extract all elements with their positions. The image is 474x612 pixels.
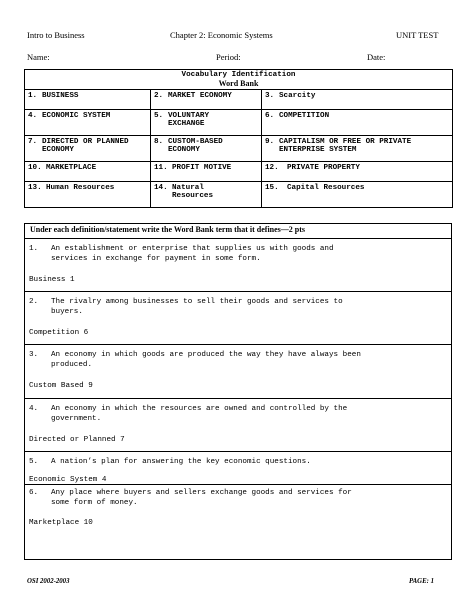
test-label: UNIT TEST xyxy=(396,30,439,40)
word-bank-cell xyxy=(262,90,453,110)
term-label: CUSTOM-BASED ECONOMY xyxy=(168,138,223,154)
term-number: 1. xyxy=(28,92,38,100)
term-number: 3. xyxy=(265,92,275,100)
divider xyxy=(24,398,452,399)
question-text: An economy in which goods are produced the way they have always been xyxy=(51,351,361,359)
term-label: MARKET ECONOMY xyxy=(168,92,232,100)
question-text-cont: some form of money. xyxy=(51,499,138,507)
footer-left: OSI 2002-2003 xyxy=(27,578,70,585)
word-bank-cell xyxy=(262,110,453,136)
word-bank-cell xyxy=(262,136,453,162)
question-number: 1. xyxy=(29,245,39,253)
question-number: 3. xyxy=(29,351,39,359)
word-bank-cell xyxy=(25,162,151,182)
term-label: Human Resources xyxy=(46,184,115,192)
question-text: An establishment or enterprise that supplies us with goods and xyxy=(51,245,334,253)
answer-5: Economic System 4 xyxy=(29,476,107,484)
word-bank-cell xyxy=(25,182,151,208)
question-text-cont: produced. xyxy=(51,361,93,369)
instructions: Under each definition/statement write the Word Bank term that it defines—2 pts xyxy=(30,225,306,234)
term-number: 8. xyxy=(154,138,164,146)
divider xyxy=(24,451,452,452)
term-number: 15. xyxy=(265,184,279,192)
term-label: COMPETITION xyxy=(279,112,330,120)
term-number: 5. xyxy=(154,112,164,120)
answer-2: Competition 6 xyxy=(29,329,89,337)
divider xyxy=(24,484,452,485)
word-bank-cell xyxy=(262,162,453,182)
term-label: Natural Resources xyxy=(172,184,214,200)
term-label: CAPITALISM OR FREE OR PRIVATE ENTERPRISE SYSTEM xyxy=(279,138,412,154)
answer-1: Business 1 xyxy=(29,276,75,284)
question-5 xyxy=(29,457,447,467)
question-text: An economy in which the resources are owned and controlled by the xyxy=(51,405,348,413)
term-number: 13. xyxy=(28,184,42,192)
word-bank-cell xyxy=(262,182,453,208)
term-label: Scarcity xyxy=(279,92,316,100)
question-text: A nation’s plan for answering the key economic questions. xyxy=(51,458,311,466)
word-bank-label: Word Bank xyxy=(218,79,259,88)
questions-box xyxy=(24,223,452,560)
question-number: 5. xyxy=(29,458,39,466)
term-label: VOLUNTARY EXCHANGE xyxy=(168,112,210,128)
word-bank-cell xyxy=(151,90,262,110)
term-label: MARKETPLACE xyxy=(46,164,97,172)
term-label: PRIVATE PROPERTY xyxy=(287,164,360,172)
answer-4: Directed or Planned 7 xyxy=(29,436,125,444)
word-bank-cell xyxy=(25,136,151,162)
question-1 xyxy=(29,244,447,264)
question-3 xyxy=(29,350,447,370)
question-number: 4. xyxy=(29,405,39,413)
term-label: ECONOMIC SYSTEM xyxy=(42,112,111,120)
term-number: 11. xyxy=(154,164,168,172)
chapter-title: Chapter 2: Economic Systems xyxy=(170,30,273,40)
term-number: 2. xyxy=(154,92,164,100)
term-number: 14. xyxy=(154,184,168,192)
term-number: 6. xyxy=(265,112,275,120)
answer-6: Marketplace 10 xyxy=(29,519,93,527)
term-label: Capital Resources xyxy=(287,184,365,192)
question-4 xyxy=(29,404,447,424)
question-2 xyxy=(29,297,447,317)
question-number: 2. xyxy=(29,298,39,306)
term-number: 9. xyxy=(265,138,275,146)
question-number: 6. xyxy=(29,489,39,497)
question-6 xyxy=(29,488,447,508)
divider xyxy=(24,344,452,345)
word-bank-cell xyxy=(151,162,262,182)
vocab-title: Vocabulary Identification xyxy=(181,71,296,79)
question-text-cont: services in exchange for payment in some form. xyxy=(51,255,261,263)
word-bank-cell xyxy=(151,110,262,136)
question-text-cont: buyers. xyxy=(51,308,83,316)
term-label: BUSINESS xyxy=(42,92,79,100)
word-bank-cell xyxy=(25,110,151,136)
question-text: Any place where buyers and sellers exchange goods and services for xyxy=(51,489,352,497)
vocabulary-table xyxy=(24,69,453,208)
word-bank-cell xyxy=(151,136,262,162)
term-number: 10. xyxy=(28,164,42,172)
divider xyxy=(24,238,452,239)
term-number: 7. xyxy=(28,138,38,146)
question-text-cont: government. xyxy=(51,415,102,423)
vocab-heading xyxy=(25,70,453,90)
term-label: DIRECTED OR PLANNED ECONOMY xyxy=(42,138,129,154)
word-bank-cell xyxy=(25,90,151,110)
period-label: Period: xyxy=(216,52,241,62)
term-number: 12. xyxy=(265,164,279,172)
name-label: Name: xyxy=(27,52,50,62)
divider xyxy=(24,291,452,292)
course-title: Intro to Business xyxy=(27,30,85,40)
question-text: The rivalry among businesses to sell their goods and services to xyxy=(51,298,343,306)
page-number: PAGE: 1 xyxy=(409,578,434,585)
term-label: PROFIT MOTIVE xyxy=(172,164,232,172)
word-bank-cell xyxy=(151,182,262,208)
term-number: 4. xyxy=(28,112,38,120)
answer-3: Custom Based 9 xyxy=(29,382,93,390)
date-label: Date: xyxy=(367,52,386,62)
